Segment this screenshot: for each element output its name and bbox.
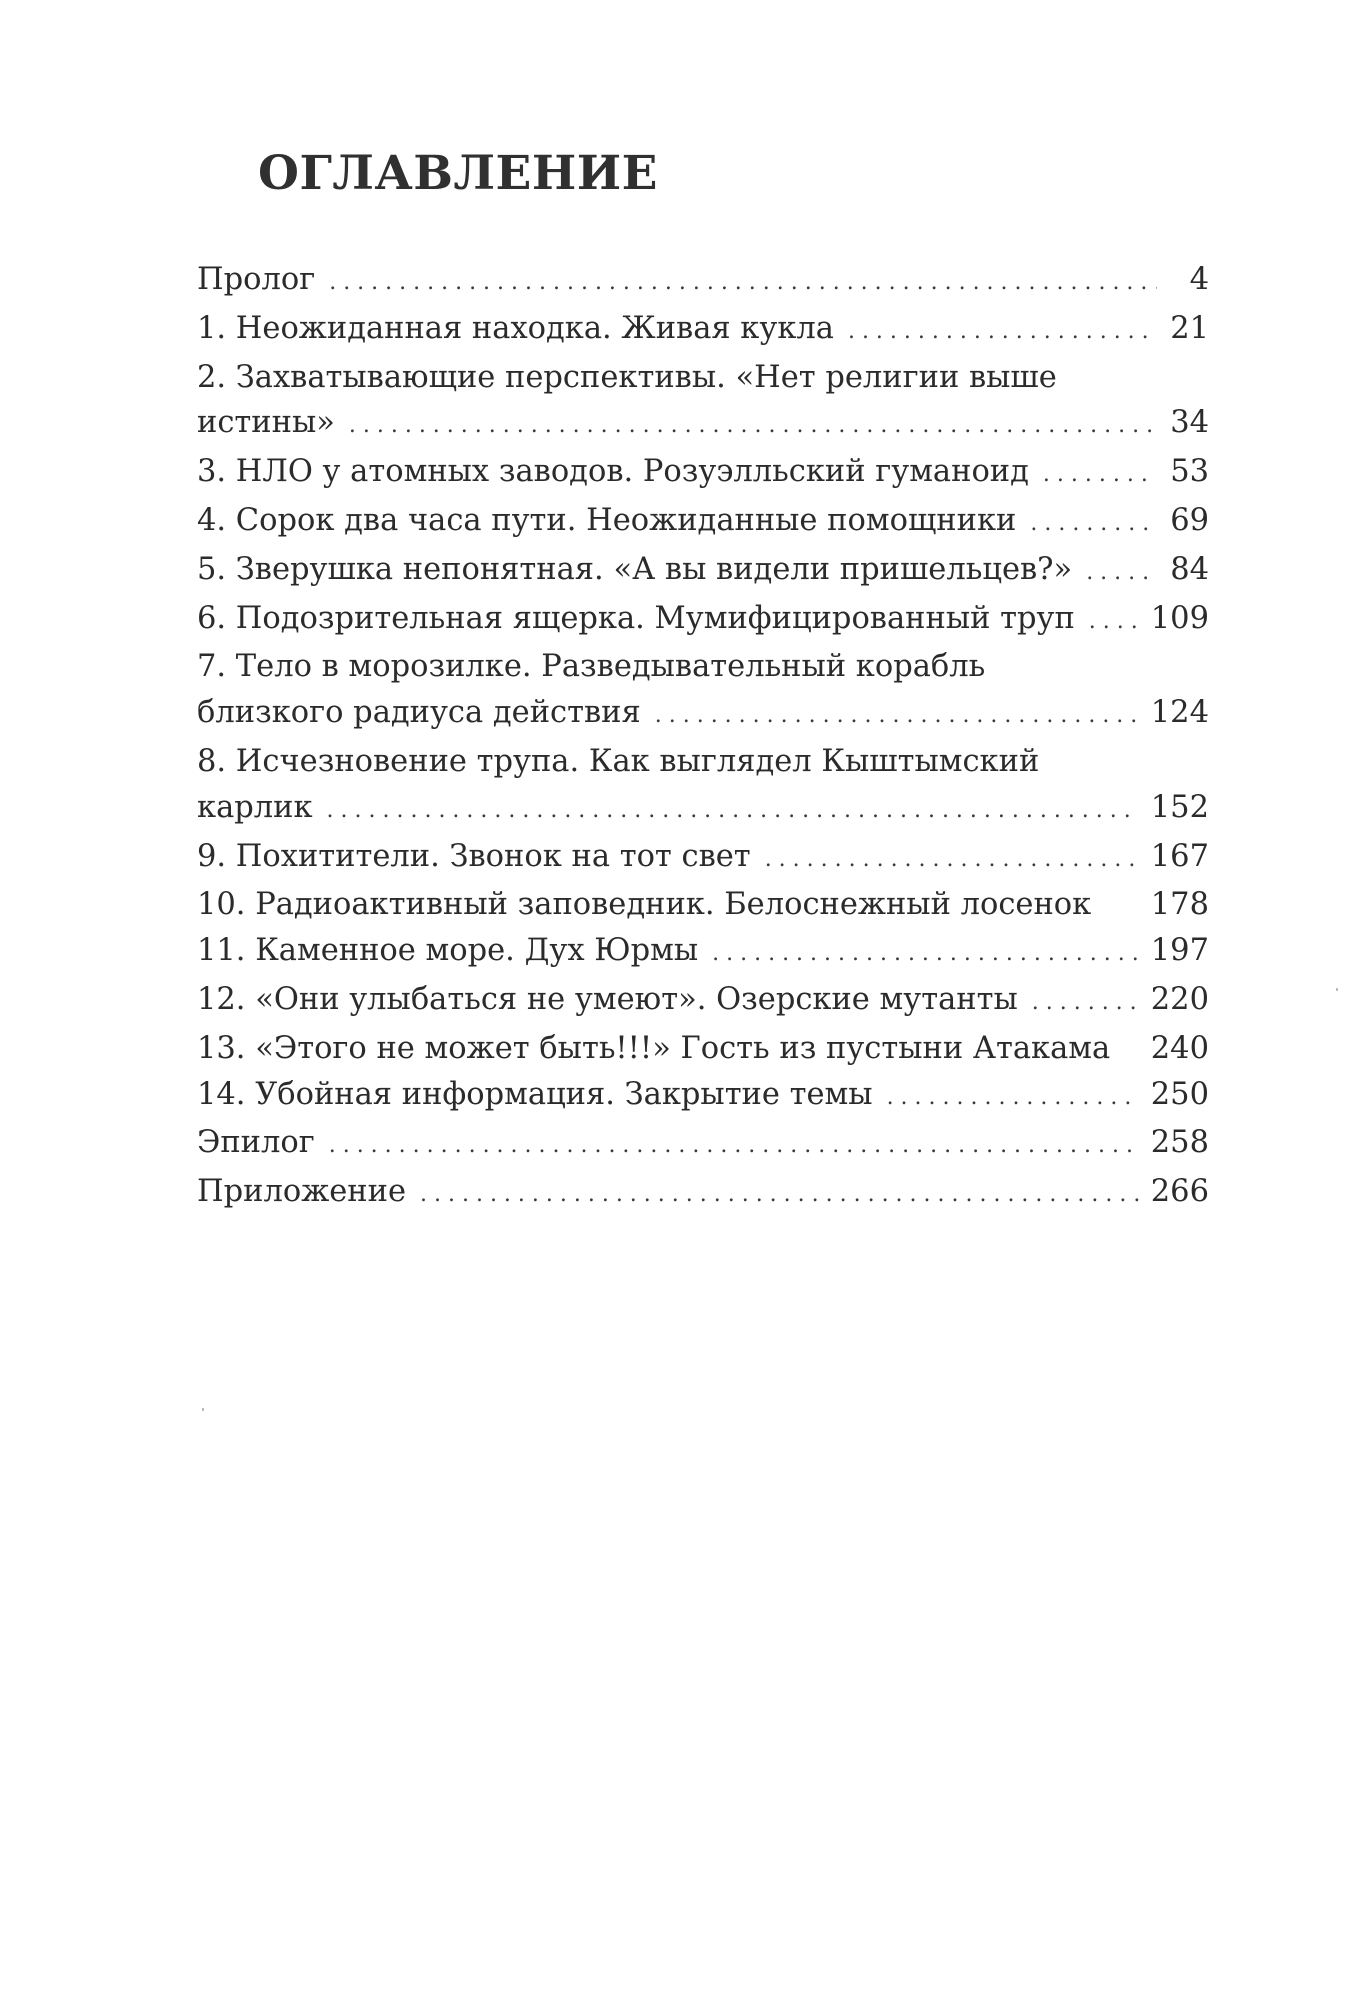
toc-page-number: 53: [1170, 454, 1209, 490]
toc-page-number: 109: [1150, 600, 1209, 636]
toc-entry: [197, 834, 1209, 883]
dot-leader: [329, 1123, 1139, 1169]
toc-entry-line: [197, 1072, 1209, 1121]
toc-entry-line: [197, 596, 1209, 645]
toc-entry: [197, 355, 1209, 450]
toc-entry-title: Приложение: [197, 1174, 407, 1210]
toc-page-number: 178: [1150, 887, 1209, 923]
toc-entry: [197, 882, 1209, 928]
toc-list: [197, 257, 1209, 1218]
toc-entry-line: [197, 928, 1209, 977]
dot-leader: [420, 1172, 1139, 1218]
toc-entry: [197, 644, 1209, 739]
toc-entry: [197, 596, 1209, 645]
dot-leader: [327, 788, 1139, 834]
paper-speck: [202, 1408, 204, 1411]
toc-entry-title: Пролог: [197, 262, 316, 297]
toc-entry-line: [197, 690, 1209, 739]
dot-leader: [329, 260, 1157, 306]
dot-leader: [1043, 452, 1157, 498]
dot-leader: [712, 931, 1139, 977]
toc-entry-title: 3. НЛО у атомных заводов. Розуэлльский гуманоид: [197, 454, 1029, 490]
toc-entry: [197, 257, 1209, 306]
dot-leader: [765, 837, 1139, 883]
toc-entry: [197, 1169, 1209, 1218]
dot-leader: [349, 403, 1157, 449]
toc-entry-title: 11. Каменное море. Дух Юрмы: [197, 933, 699, 969]
toc-entry-title-first-line: 2. Захватывающие перспективы. «Нет религии выше: [197, 359, 1057, 395]
toc-page-number: 258: [1150, 1125, 1209, 1161]
toc-entry-line: [197, 1026, 1209, 1072]
dot-leader: [848, 309, 1157, 355]
toc-entry-line: [197, 834, 1209, 883]
toc-entry-line: [197, 257, 1209, 306]
toc-entry-line: [197, 449, 1209, 498]
toc-entry-title: 12. «Они улыбаться не умеют». Озерские мутанты: [197, 981, 1018, 1017]
toc-entry-title: 10. Радиоактивный заповедник. Белоснежный лосенок: [197, 887, 1092, 923]
toc-page-number: 240: [1150, 1030, 1209, 1066]
dot-leader: [1086, 550, 1157, 596]
toc-entry-title: 5. Зверушка непонятная. «А вы видели пришельцев?»: [197, 551, 1073, 587]
toc-page-number: 197: [1150, 933, 1209, 969]
toc-entry: [197, 1072, 1209, 1121]
toc-entry: [197, 498, 1209, 547]
toc-entry-line: [197, 498, 1209, 547]
toc-entry-title: 1. Неожиданная находка. Живая кукла: [197, 310, 834, 346]
toc-entry-line: [197, 1169, 1209, 1218]
toc-page-number: 167: [1150, 838, 1209, 874]
paper-speck: [1336, 988, 1338, 991]
toc-entry-line: [197, 785, 1209, 834]
toc-entry-title: карлик: [197, 789, 313, 825]
toc-entry-title: 9. Похитители. Звонок на тот свет: [197, 838, 751, 874]
toc-entry-title: истины»: [197, 405, 335, 441]
toc-heading: ОГЛАВЛЕНИЕ: [258, 146, 658, 201]
dot-leader: [1030, 501, 1157, 547]
toc-page-number: 21: [1170, 310, 1209, 346]
toc-entry: [197, 306, 1209, 355]
toc-page-number: 4: [1189, 262, 1209, 297]
toc-page-number: 124: [1150, 695, 1209, 731]
toc-entry: [197, 928, 1209, 977]
toc-entry-title: 6. Подозрительная ящерка. Мумифицированный труп: [197, 600, 1075, 636]
toc-entry-line: [197, 400, 1209, 449]
toc-entry-line: [197, 1120, 1209, 1169]
dot-leader: [887, 1075, 1139, 1121]
toc-entry-line: [197, 547, 1209, 596]
toc-entry-title-first-line: 8. Исчезновение трупа. Как выглядел Кыштымский: [197, 743, 1040, 779]
toc-entry: [197, 547, 1209, 596]
toc-entry: [197, 977, 1209, 1026]
toc-page-number: 69: [1170, 502, 1209, 538]
toc-entry-title: близкого радиуса действия: [197, 695, 641, 731]
toc-entry-line: [197, 306, 1209, 355]
toc-entry: [197, 449, 1209, 498]
toc-entry-line: [197, 882, 1209, 928]
toc-entry-title: 14. Убойная информация. Закрытие темы: [197, 1076, 873, 1112]
toc-page-number: 220: [1150, 981, 1209, 1017]
toc-page-number: 34: [1170, 405, 1209, 441]
toc-entry: [197, 1120, 1209, 1169]
toc-page-number: 152: [1150, 789, 1209, 825]
dot-leader: [1032, 980, 1139, 1026]
toc-entry: [197, 739, 1209, 834]
toc-page-number: 250: [1150, 1076, 1209, 1112]
toc-entry-title-first-line: 7. Тело в морозилке. Разведывательный корабль: [197, 649, 986, 685]
dot-leader: [655, 693, 1139, 739]
dot-leader: [1089, 599, 1139, 645]
toc-entry: [197, 1026, 1209, 1072]
toc-entry-title: Эпилог: [197, 1125, 315, 1161]
toc-entry-title: 4. Сорок два часа пути. Неожиданные помощники: [197, 502, 1017, 538]
toc-entry-title: 13. «Этого не может быть!!!» Гость из пустыни Атакама: [197, 1030, 1111, 1066]
toc-page-number: 266: [1150, 1174, 1209, 1210]
toc-page-number: 84: [1170, 551, 1209, 587]
toc-entry-line: [197, 977, 1209, 1026]
